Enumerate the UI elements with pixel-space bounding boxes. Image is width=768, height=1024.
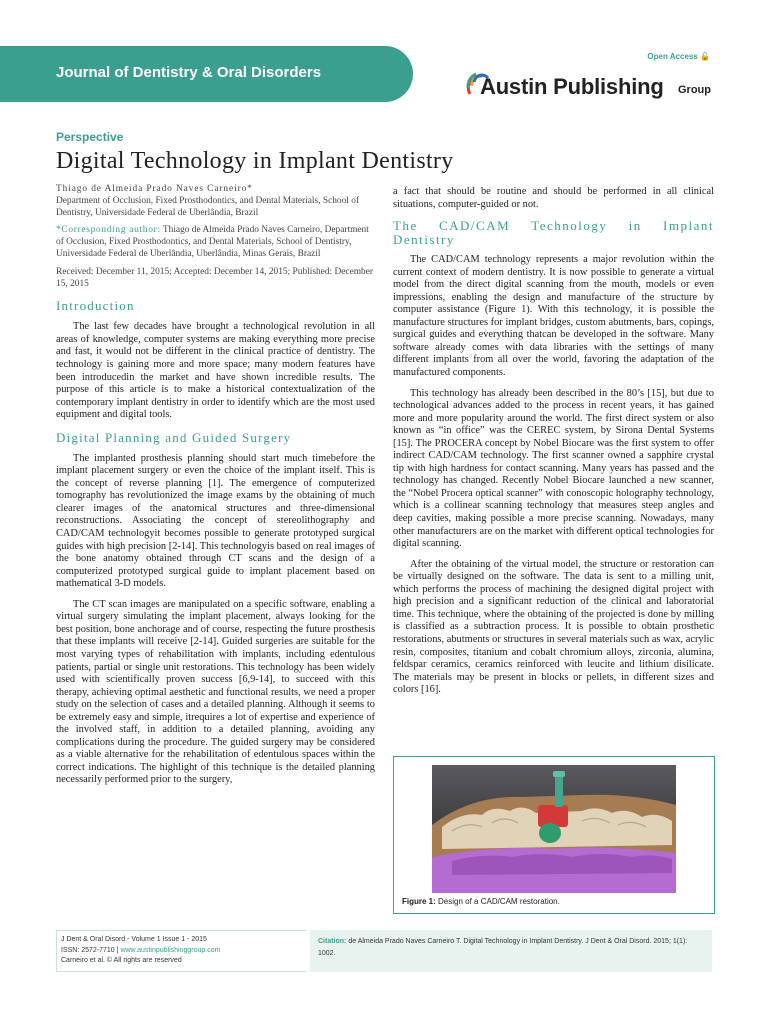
cadcam-paragraph-2: This technology has already been described in the 80’s [15], but due to technological advances added to the process in recent years, it has gained more and more popularity around the world. The first direct system or also known as “in office” was the CEREC system, by Sirona Dental Systems [15]. The PROCERA concept by Nobel Biocare was the first system to offer indirect CAD/CAM technology. The first scanner owned a sapphire crystal tip with high hardness for contact scanning. Many years has passed and the technology has changed. Recently Nobel Biocare launched a new scanner, the “Nobel Procera optical scanner” with conoscopic holography technology, which is a collinear scanning technology that measures steep angles and deep cavities, making possible a more precise scanning. Nowadays, many other manufacturers are on the market with different optical technologies for digital scanning. <box>393 387 714 550</box>
footer-separator: | <box>116 946 119 954</box>
corresponding-text: Thiago de Almeida Prado Naves Carneiro, Department of Occlusion, Fixed Prosthodontics, and Dental Materials, School of Dentistry, Universidade Federal de Uberlândia, Uberlândia, Minas Gerais, Brazil <box>56 225 369 259</box>
open-access-label: Open Access <box>647 52 698 61</box>
open-lock-icon: 🔓 <box>700 52 710 61</box>
article-title: Digital Technology in Implant Dentistry <box>56 148 454 174</box>
right-column <box>393 186 714 705</box>
corresponding-label: *Corresponding author: <box>56 225 161 236</box>
figure-1-image <box>432 765 676 893</box>
article-type: Perspective <box>56 130 124 144</box>
figure-1-caption <box>402 897 560 906</box>
intro-paragraph: The last few decades have brought a technological revolution in all areas of knowledge, computer systems are making everything more precise and fast, it would not be different in the clinical practice of dentistry. The technology is gaining more and more space; many modern features have been introducedin the market and have shown incredible results. The purpose of this article is to make a historical contextualization of the contemporary implant dentistry in order to identify which are the most used equipment and digital tools. <box>56 321 375 421</box>
figure-1-caption-text: Design of a CAD/CAM restoration. <box>438 897 560 906</box>
heading-digital-planning: Digital Planning and Guided Surgery <box>56 429 292 445</box>
author-name: Thiago de Almeida Prado Naves Carneiro* <box>56 184 253 194</box>
figure-1-label: Figure 1: <box>402 897 436 906</box>
footer-issn-line <box>61 946 306 957</box>
planning-paragraph-2: The CT scan images are manipulated on a specific software, enabling a virtual surgery simulating the implant placement, always looking for the best position, bone anchorage and of course, respecting the future prosthesis that these implants will receive [2-14]. Guided surgeries are suitable for the most varying types of rehabilitation with implants, including edentulous patients, partial or single unit restorations. This technology has been widely used with scientifically proven success [6,9-14], to succeed with this therapy, achieving optimal aesthetic and functional results, we need a proper study on the selection of cases and a detailed planning. Although it seems to be extremely easy and simple, itrequires a lot of expertise and experience of the involved staff, in addition to a detailed planning, avoiding any complications during the procedure. The guided surgery may be considered as a viable alternative for the rehabilitation of edentulous spaces within the correct indications. The highlight of this technique is the detailed planning necessarily performed prior to the surgery, <box>56 598 375 786</box>
footer-issn: ISSN: 2572-7710 <box>61 946 115 954</box>
publisher-logo <box>466 70 716 104</box>
author-block <box>56 184 375 219</box>
footer-url[interactable]: www.austinpublishinggroup.com <box>120 946 221 954</box>
publisher-group: Group <box>678 84 711 96</box>
left-column <box>56 184 375 795</box>
cadcam-paragraph-3: After the obtaining of the virtual model, the structure or restoration can be virtually designed on the software. The data is sent to a milling unit, which performs the process of machining the designed digital project with high precision and a significant reduction of the clinical and laboratorial time. This technique, where the obtaining of the projected is done by milling is classified as a subtraction process. It is possible to obtain prosthetic restorations, abutments or structures in several materials such as wax, acrylic resin, composites, titanium and cobalt chromium alloys, zirconia, alumina, feldspar ceramics, ceramics reinforced with leucite and lithium disilicate. The materials may be present in blocks or pellets, in different sizes and colors [16]. <box>393 558 714 696</box>
open-access-badge <box>647 52 710 61</box>
article-dates: Received: December 11, 2015; Accepted: December 14, 2015; Published: December 15, 2015 <box>56 266 373 289</box>
planning-paragraph-1: The implanted prosthesis planning should start much timebefore the implant placement surgery or even the choice of the implant itself. This is the concept of reverse planning [1]. The emergence of computerized tomography has revolutionized the image exams by the obtaining of much clearer images of the anatomical structures and three-dimensional reconstructions. Associating the concept of stereolithography and CAD/CAM technologyit becomes possible to generate prototyped surgical guides with high precision [2-14]. This technologyis based on real images of the bone anatomy obtained through CT scans and the design of a computerized prototyped surgical guide to implant placement based on mathematical 3-D models. <box>56 452 375 590</box>
corresponding-author <box>56 225 375 260</box>
author-affiliation: Department of Occlusion, Fixed Prosthodontics, and Dental Materials, School of Dentistry, Universidade Federal de Uberlândia, Brazil <box>56 195 360 218</box>
footer-journal-info <box>56 930 306 972</box>
footer-rights: Carneiro et al. © All rights are reserved <box>61 957 182 964</box>
citation-text: de Almeida Prado Naves Carneiro T. Digital Technology in Implant Dentistry. J Dent & Oral Disord. 2015; 1(1): 1002. <box>318 938 688 957</box>
footer-journal-line: J Dent & Oral Disord - Volume 1 Issue 1 - 2015 <box>61 936 207 943</box>
citation-label: Citation: <box>318 938 347 945</box>
footer-citation <box>310 930 712 972</box>
dental-model-illustration <box>432 765 676 893</box>
heading-cadcam: The CAD/CAM Technology in Implant Dentistry <box>393 218 714 248</box>
cadcam-paragraph-1: The CAD/CAM technology represents a major revolution within the current context of modern dentistry. It is now possible to generate a virtual model from the direct digital scanning from the mouth, models or even impressions, enabling the design and manufacture of the structure by computer assistance (Figure 1). With this technology, it is possible the manufacture structures for implant bridges, custom abutments, bars, copings, surgical guides and everything thatcan be developed in the software. Many software already comes with data libraries with the settings of many different implants from all over the world, favoring the adaptation of the manufactured components. <box>393 254 714 379</box>
heading-introduction: Introduction <box>56 298 135 314</box>
figure-1 <box>393 756 715 914</box>
publisher-name: Austin Publishing <box>480 74 664 99</box>
journal-title: Journal of Dentistry & Oral Disorders <box>56 64 322 81</box>
planning-paragraph-3: a fact that should be routine and should be performed in all clinical situations, computer-guided or not. <box>393 186 714 210</box>
